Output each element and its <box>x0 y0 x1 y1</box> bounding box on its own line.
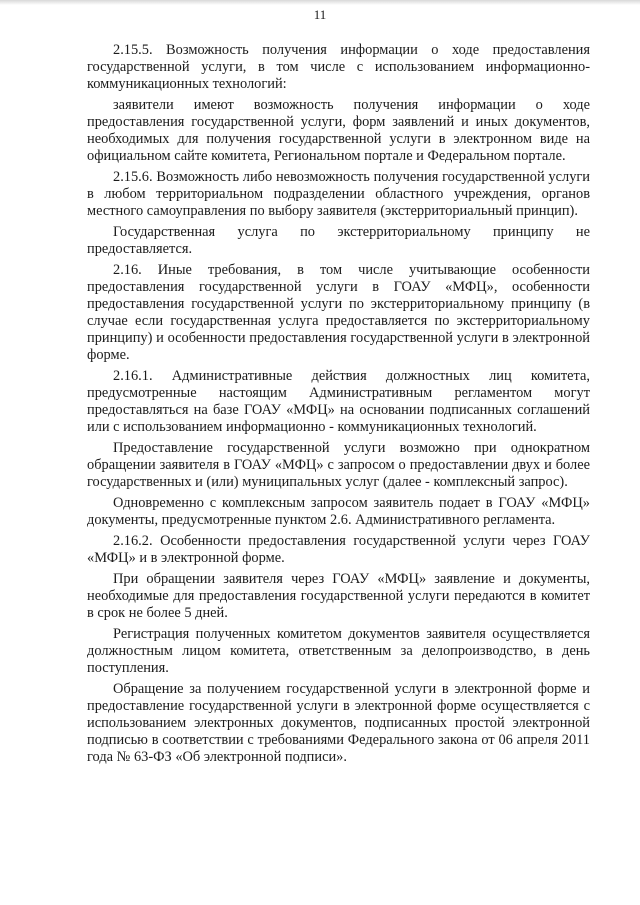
paragraph-2-16-1: 2.16.1. Административные действия должностных лиц комитета, предусмотренные настоящим Административным регламентом могут предоставляться на базе ГОАУ «МФЦ» на основании подписанных соглашений или с использованием информационно - коммуникационных технологий. <box>87 368 590 435</box>
page-number: 11 <box>313 7 327 22</box>
paragraph-electronic-form: Обращение за получением государственной услуги в электронной форме и предоставление государственной услуги в электронной форме осуществляется с использованием электронных документов, подписанных простой электронной подписью в соответствии с требованиями Федерального закона от 06 апреля 2011 года № 63-ФЗ «Об электронной подписи». <box>87 681 590 765</box>
paragraph-mfc-transfer: При обращении заявителя через ГОАУ «МФЦ» заявление и документы, необходимые для предоставления государственной услуги передаются в комитет в срок не более 5 дней. <box>87 571 590 621</box>
paragraph-complex-request: Предоставление государственной услуги возможно при однократном обращении заявителя в ГОАУ «МФЦ» с запросом о предоставлении двух и более государственных и (или) муниципальных услуг (далее - комплексный запрос). <box>87 440 590 490</box>
document-body <box>87 42 590 770</box>
paragraph-2-16-2: 2.16.2. Особенности предоставления государственной услуги через ГОАУ «МФЦ» и в электронной форме. <box>87 533 590 566</box>
paragraph-2-16: 2.16. Иные требования, в том числе учитывающие особенности предоставления государственной услуги в ГОАУ «МФЦ», особенности предоставления государственной услуги по экстерриториальному принципу (в случае если государственная услуга предоставляется по экстерриториальному принципу) и особенности предоставления государственной услуги в электронной форме. <box>87 262 590 363</box>
paragraph-registration: Регистрация полученных комитетом документов заявителя осуществляется должностным лицом комитета, ответственным за делопроизводство, в день поступления. <box>87 626 590 676</box>
scan-edge <box>0 0 640 5</box>
paragraph-info-availability: заявители имеют возможность получения информации о ходе предоставления государственной услуги, форм заявлений и иных документов, необходимых для получения государственной услуги в электронном виде на официальном сайте комитета, Региональном портале и Федеральном портале. <box>87 97 590 164</box>
paragraph-complex-request-docs: Одновременно с комплексным запросом заявитель подает в ГОАУ «МФЦ» документы, предусмотренные пунктом 2.6. Административного регламента. <box>87 495 590 528</box>
paragraph-extraterritorial: Государственная услуга по экстерриториальному принципу не предоставляется. <box>87 224 590 257</box>
paragraph-2-15-5: 2.15.5. Возможность получения информации о ходе предоставления государственной услуги, в том числе с использованием информационно-коммуникационных технологий: <box>87 42 590 92</box>
paragraph-2-15-6: 2.15.6. Возможность либо невозможность получения государственной услуги в любом территориальном подразделении областного учреждения, органов местного самоуправления по выбору заявителя (экстерриториальный принцип). <box>87 169 590 219</box>
